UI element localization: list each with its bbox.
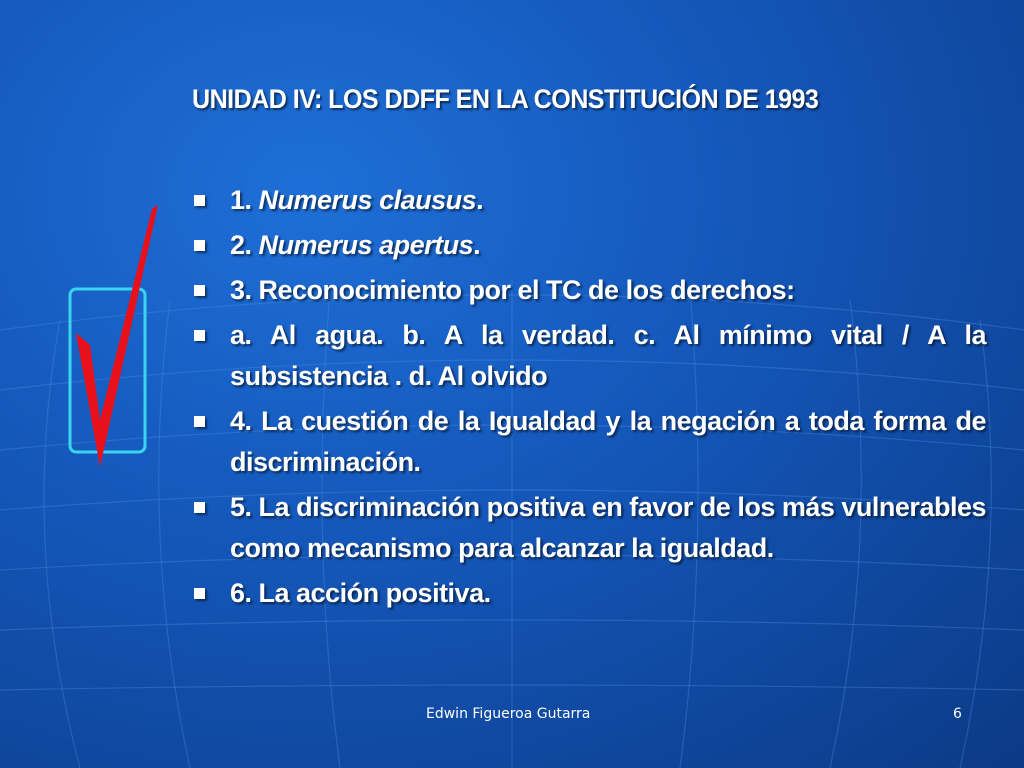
bullet-list xyxy=(190,180,986,618)
item-text: 6. La acción positiva. xyxy=(230,578,491,608)
square-bullet-icon xyxy=(194,195,205,206)
item-text: 4. La cuestión de la Igualdad y la negación a toda forma de discriminación. xyxy=(230,406,986,477)
item-italic: Numerus clausus xyxy=(258,185,477,215)
item-italic: Numerus apertus xyxy=(258,230,474,260)
list-item xyxy=(190,270,986,311)
list-item xyxy=(190,315,986,397)
square-bullet-icon xyxy=(194,330,205,341)
list-item xyxy=(190,401,986,483)
item-suffix: . xyxy=(473,230,481,260)
list-item xyxy=(190,487,986,569)
square-bullet-icon xyxy=(194,588,205,599)
square-bullet-icon xyxy=(194,502,205,513)
square-bullet-icon xyxy=(194,416,205,427)
checkbox-checkmark-icon xyxy=(60,205,170,475)
list-item xyxy=(190,225,986,266)
list-item xyxy=(190,573,986,614)
item-text: 3. Reconocimiento por el TC de los derechos: xyxy=(230,275,795,305)
footer-author: Edwin Figueroa Gutarra xyxy=(426,706,591,722)
item-text: 5. La discriminación positiva en favor de los más vulnerables como mecanismo para alcanzar la igualdad. xyxy=(230,492,986,563)
slide-title: UNIDAD IV: LOS DDFF EN LA CONSTITUCIÓN DE 1993 xyxy=(192,84,819,114)
item-prefix: 2. xyxy=(230,230,259,260)
square-bullet-icon xyxy=(194,285,205,296)
item-suffix: . xyxy=(476,185,484,215)
item-prefix: 1. xyxy=(230,185,259,215)
item-text: a. Al agua. b. A la verdad. c. Al mínimo vital / A la subsistencia . d. Al olvido xyxy=(230,320,986,391)
list-item xyxy=(190,180,986,221)
page-number: 6 xyxy=(953,706,962,722)
square-bullet-icon xyxy=(194,240,205,251)
